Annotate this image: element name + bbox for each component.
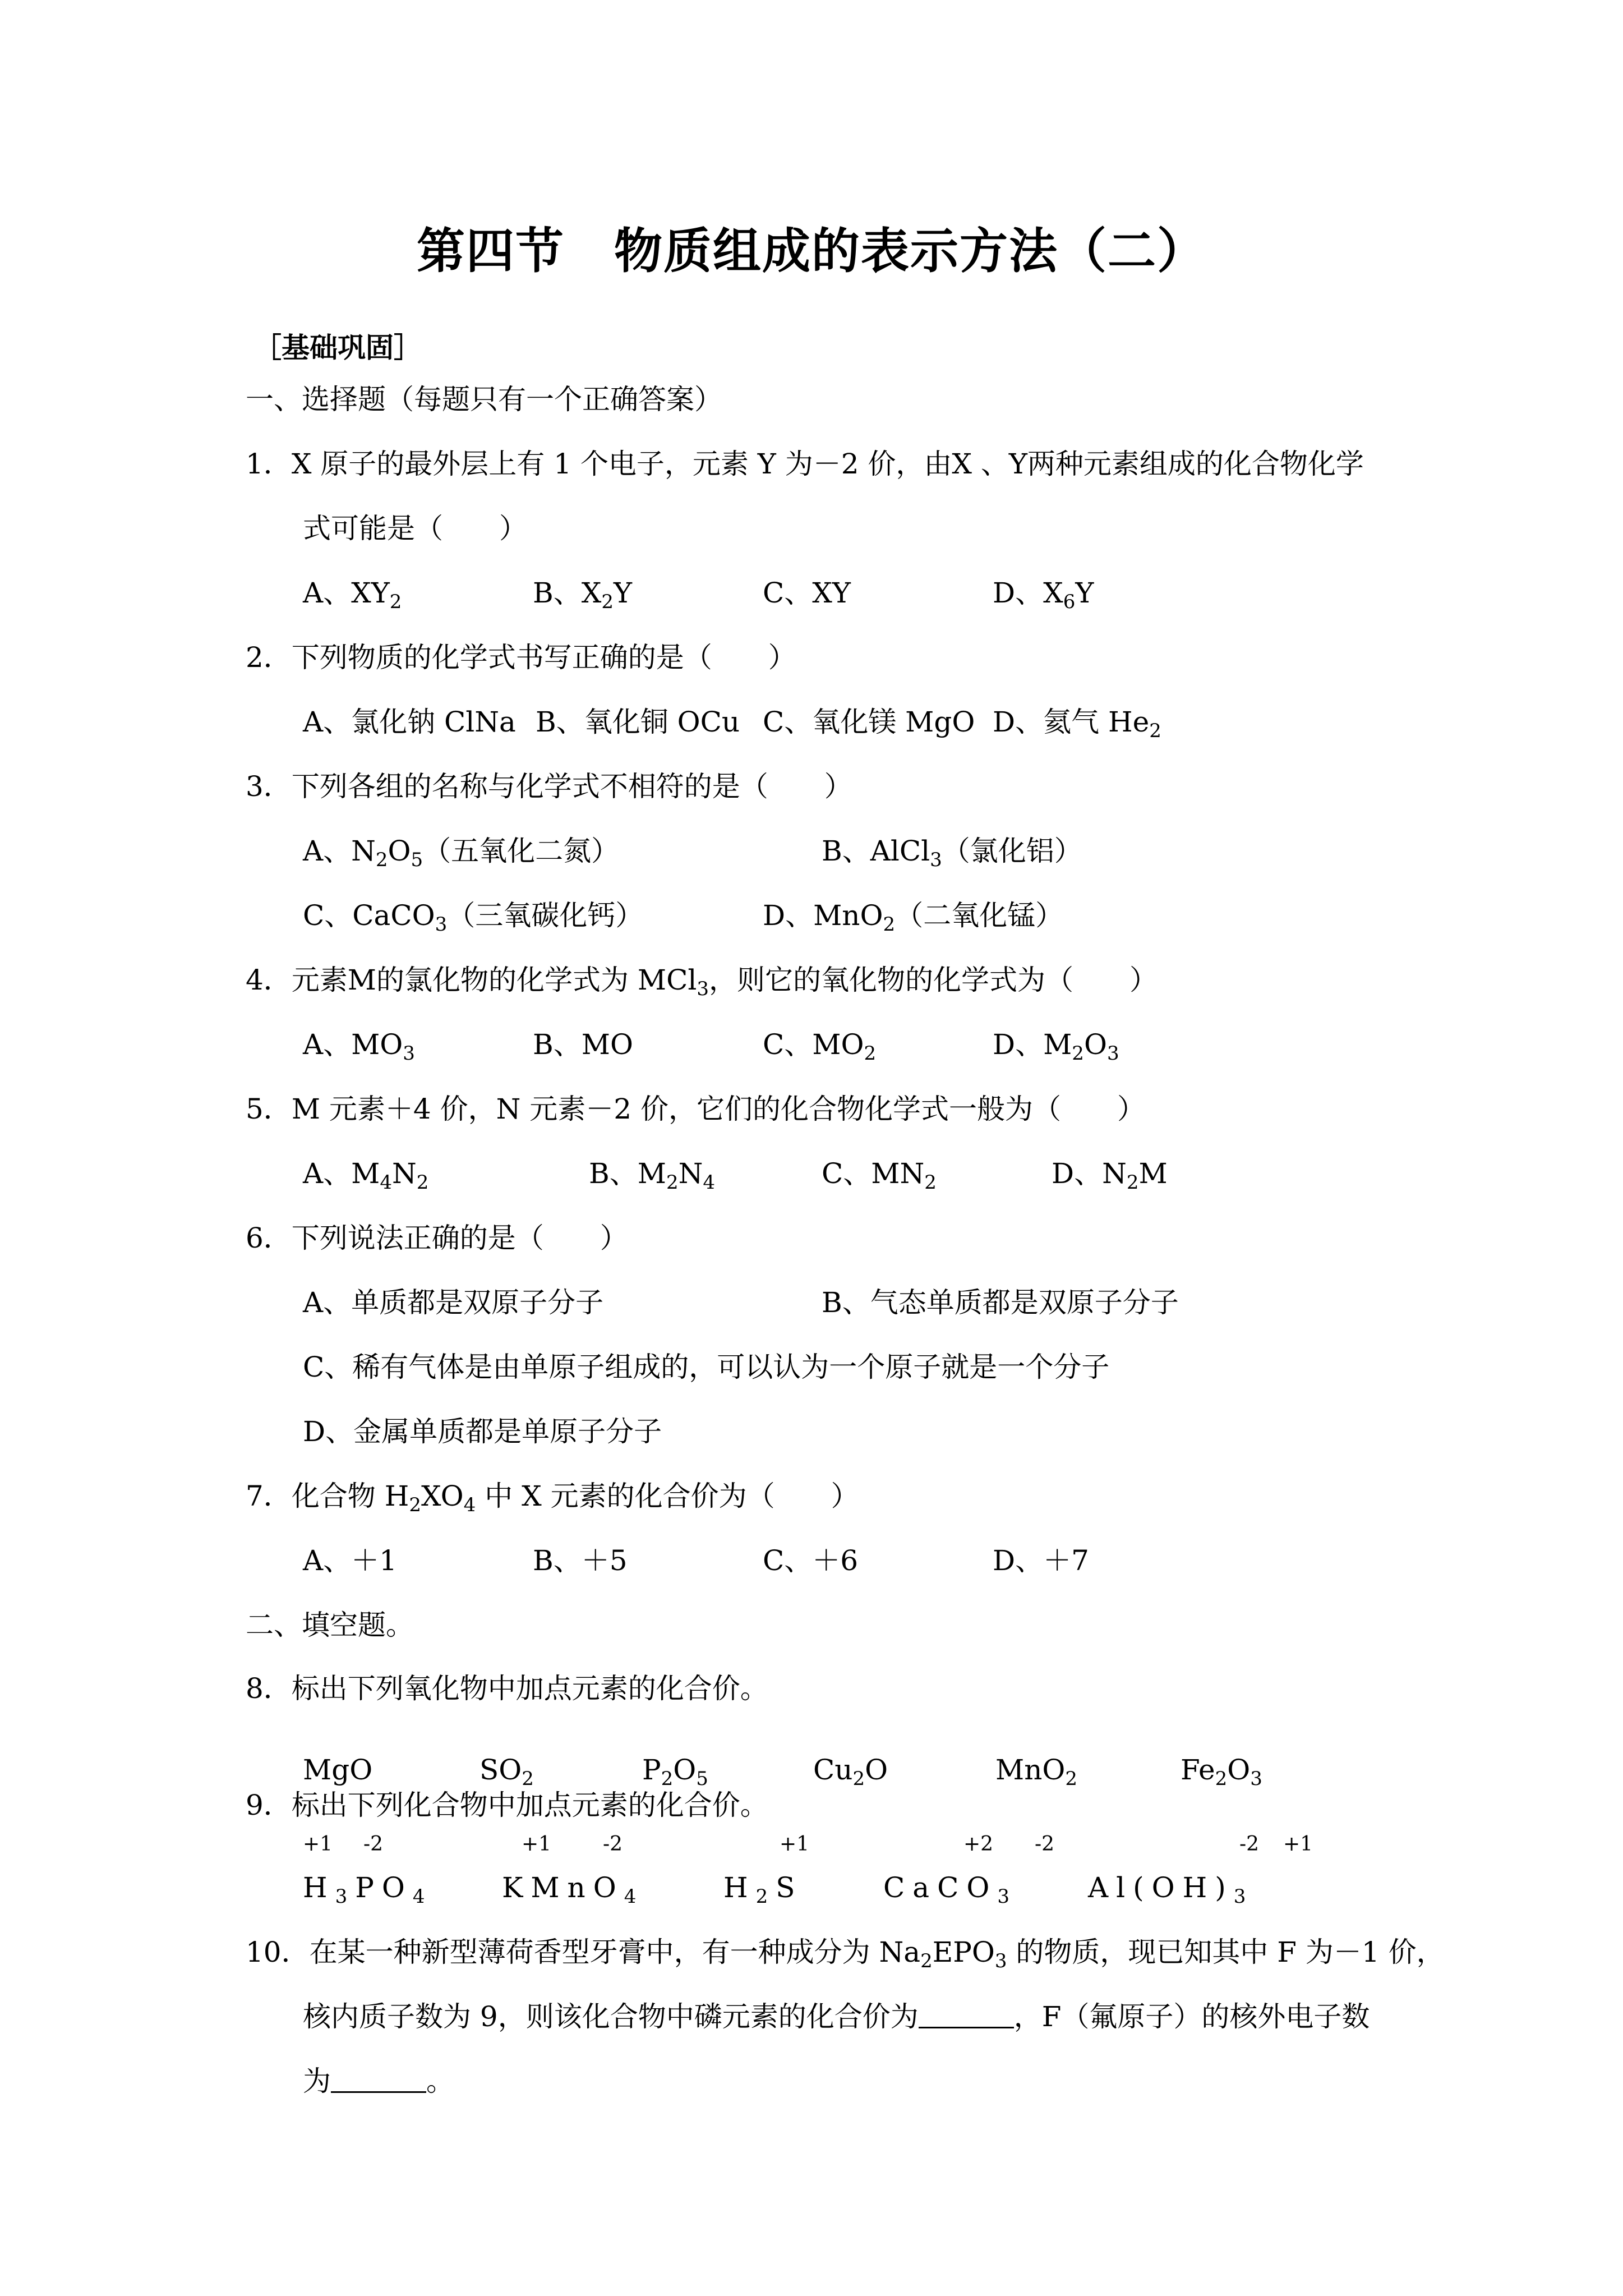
q6-option-a: A、单质都是双原子分子 bbox=[303, 1286, 604, 1319]
q5-option-b: B、$M_2N_4$ bbox=[589, 1157, 715, 1194]
q3-option-b: B、AlCl$_3$（氯化铝） bbox=[822, 835, 1082, 871]
valence-label: -2 bbox=[1035, 1833, 1055, 1856]
question-8: 8．标出下列氧化物中加点元素的化合价。 bbox=[246, 1672, 768, 1705]
q1-option-a: A、$XY_2$ bbox=[303, 577, 402, 613]
q2-option-c: C、氧化镁 MgO bbox=[763, 706, 975, 738]
valence-label: -2 bbox=[363, 1833, 384, 1856]
valence-label: -2 bbox=[603, 1833, 623, 1856]
q5-option-c: C、$MN_2$ bbox=[822, 1157, 937, 1194]
q8-formula-6: $Fe_2O_3$ bbox=[1181, 1754, 1262, 1790]
section-header: ［基础巩固］ bbox=[253, 332, 422, 364]
q7-option-b: B、＋5 bbox=[533, 1544, 628, 1577]
q1-option-b: B、$X_2Y$ bbox=[533, 577, 632, 613]
q7-option-d: D、＋7 bbox=[993, 1544, 1089, 1577]
question-number: 1． bbox=[246, 448, 292, 480]
q9-formula-3: $H_2S$ bbox=[723, 1871, 803, 1908]
q5-option-a: A、$M_4N_2$ bbox=[303, 1157, 429, 1194]
question-10: 10．在某一种新型薄荷香型牙膏中，有一种成分为 $Na_2EPO_3$ 的物质，现已知其中 F 为－1 价， bbox=[246, 1936, 1445, 1972]
question-9: 9．标出下列化合物中加点元素的化合价。 bbox=[246, 1789, 768, 1821]
q3-option-c: C、CaCO$_3$（三氧碳化钙） bbox=[303, 899, 644, 936]
q6-option-b: B、气态单质都是双原子分子 bbox=[822, 1286, 1179, 1319]
q2-option-b: B、氧化铜 OCu bbox=[536, 706, 740, 738]
q9-formula-1: $H_3PO_4$ bbox=[303, 1871, 433, 1908]
valence-label: +1 bbox=[303, 1833, 333, 1856]
q1-option-d: D、$X_6Y$ bbox=[993, 577, 1094, 613]
q9-formula-2: KMnO$_4$ bbox=[502, 1871, 644, 1908]
q8-formula-4: $Cu_2O$ bbox=[813, 1754, 888, 1790]
q8-formula-1: MgO bbox=[303, 1754, 373, 1786]
question-1 bbox=[246, 447, 1364, 481]
valence-label: +1 bbox=[1283, 1833, 1313, 1856]
q9-formula-5: $Al(OH)_3$ bbox=[1088, 1871, 1254, 1908]
valence-label: +2 bbox=[963, 1833, 994, 1856]
q4-option-d: D、$M_2O_3$ bbox=[993, 1028, 1119, 1065]
valence-label: +1 bbox=[780, 1833, 810, 1856]
question-4: 4．元素M的氯化物的化学式为 MCl$_3$，则它的氧化物的化学式为（ ） bbox=[246, 964, 1158, 1000]
q7-option-c: C、＋6 bbox=[763, 1544, 859, 1577]
question-7: 7．化合物 $H_2XO_4$ 中 X 元素的化合价为（ ） bbox=[246, 1480, 859, 1516]
question-text: X 原子的最外层上有 1 个电子，元素 Y 为－2 价，由X 、Y两种元素组成的化合物化学 bbox=[291, 448, 1364, 480]
valence-label: +1 bbox=[522, 1833, 552, 1856]
q8-formula-3: $P_2O_5$ bbox=[642, 1754, 708, 1790]
question-6: 6．下列说法正确的是（ ） bbox=[246, 1222, 628, 1254]
question-3: 3．下列各组的名称与化学式不相符的是（ ） bbox=[246, 770, 852, 803]
q7-option-a: A、＋1 bbox=[303, 1544, 397, 1577]
q3-option-a: A、$N_2O_5$（五氧化二氮） bbox=[303, 835, 620, 871]
q8-formula-2: $SO_2$ bbox=[479, 1754, 534, 1790]
part2-header: 二、填空题。 bbox=[246, 1609, 414, 1641]
page-title: 第四节 物质组成的表示方法（二） bbox=[417, 223, 1206, 279]
q4-option-a: A、$MO_3$ bbox=[303, 1028, 415, 1065]
q4-option-c: C、$MO_2$ bbox=[763, 1028, 877, 1065]
valence-label: -2 bbox=[1239, 1833, 1260, 1856]
question-10-end: 为 。 bbox=[303, 2065, 454, 2097]
part1-header: 一、选择题（每题只有一个正确答案） bbox=[246, 383, 722, 416]
answer-blank[interactable] bbox=[919, 2003, 1014, 2028]
q6-option-d: D、金属单质都是单原子分子 bbox=[303, 1415, 662, 1448]
question-1-cont: 式可能是（ ） bbox=[303, 512, 527, 545]
q9-formula-4: CaCO$_3$ bbox=[883, 1871, 1017, 1908]
q6-option-c: C、稀有气体是由单原子组成的，可以认为一个原子就是一个分子 bbox=[303, 1351, 1110, 1383]
q4-option-b: B、MO bbox=[533, 1028, 633, 1061]
question-5: 5．M 元素＋4 价，N 元素－2 价，它们的化合物化学式一般为（ ） bbox=[246, 1093, 1145, 1125]
q5-option-d: D、$N_2M$ bbox=[1052, 1157, 1168, 1194]
question-10-cont: 核内质子数为 9，则该化合物中磷元素的化合价为 ，F（氟原子）的核外电子数 bbox=[303, 2000, 1370, 2033]
answer-blank[interactable] bbox=[331, 2068, 426, 2093]
q2-option-d: D、氦气 $He_2$ bbox=[993, 706, 1161, 742]
question-2: 2．下列物质的化学式书写正确的是（ ） bbox=[246, 641, 796, 674]
q2-option-a: A、氯化钠 ClNa bbox=[303, 706, 516, 738]
q3-option-d: D、MnO$_2$（二氧化锰） bbox=[763, 899, 1064, 936]
q1-option-c: C、XY bbox=[763, 577, 851, 609]
q8-formula-5: MnO$_2$ bbox=[995, 1754, 1078, 1790]
